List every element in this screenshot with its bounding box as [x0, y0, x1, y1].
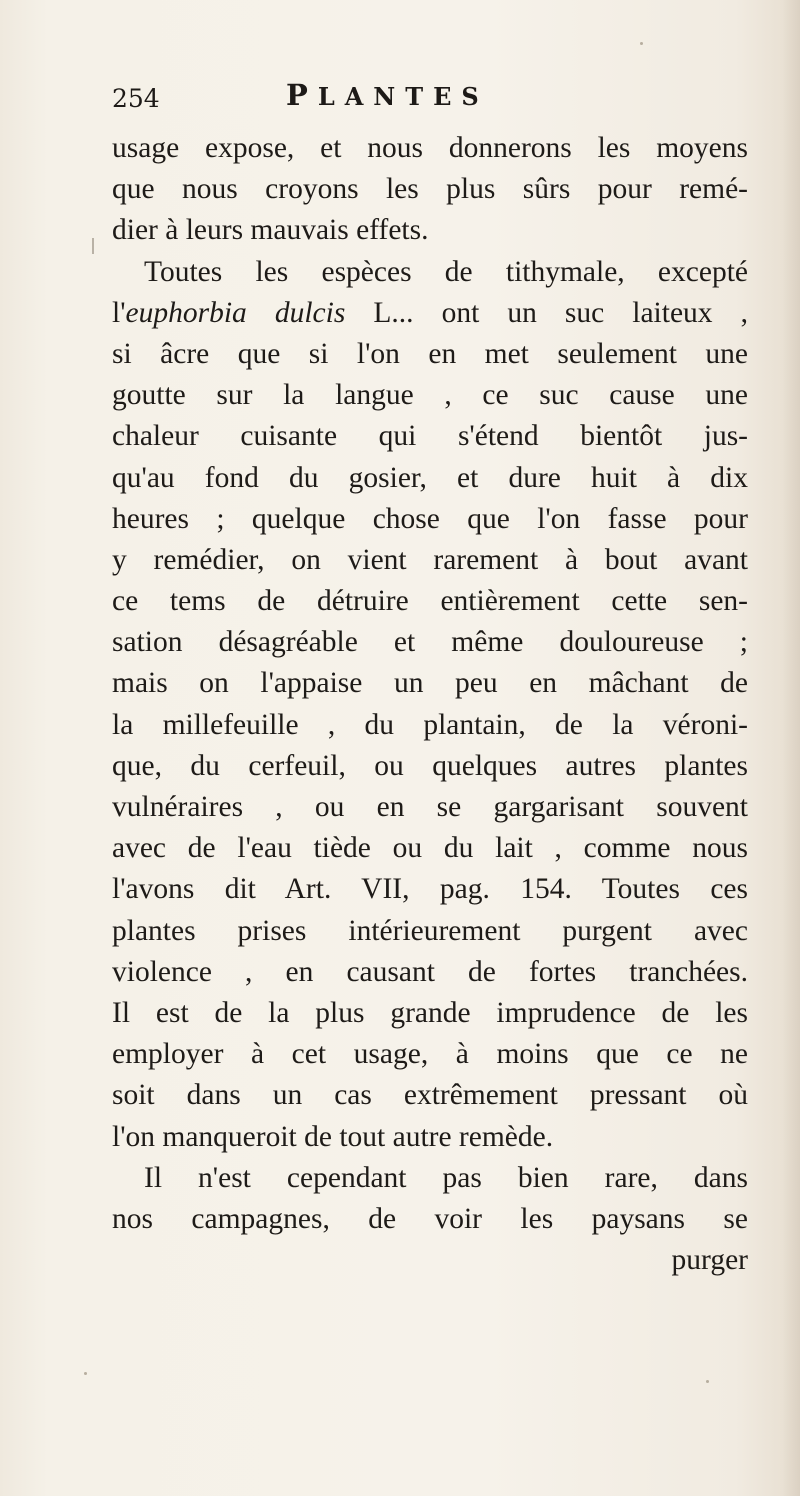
text-line: soit dans un cas extrêmement pressant où	[112, 1079, 748, 1112]
text-line: goutte sur la langue , ce suc cause une	[112, 379, 748, 412]
text-line: avec de l'eau tiède ou du lait , comme nous	[112, 832, 748, 865]
text-line: heures ; quelque chose que l'on fasse pour	[112, 502, 748, 535]
page-edge-shadow	[782, 0, 800, 1496]
text-line: qu'au fond du gosier, et dure huit à dix	[112, 461, 748, 494]
catchword: purger	[671, 1244, 748, 1277]
paragraph-start-line: Toutes les espèces de tithymale, excepté	[144, 255, 748, 288]
text-line: violence , en causant de fortes tranchées.	[112, 955, 748, 988]
text-fragment: L... ont un suc laiteux ,	[345, 296, 748, 329]
text-line: nos campagnes, de voir les paysans se	[112, 1202, 748, 1235]
text-line: l'on manqueroit de tout autre remède.	[112, 1120, 554, 1153]
latin-species-name: euphorbia dulcis	[125, 296, 346, 329]
text-line: chaleur cuisante qui s'étend bientôt jus-	[112, 420, 748, 453]
text-line: que nous croyons les plus sûrs pour remé-	[112, 173, 748, 206]
text-line: plantes prises intérieurement purgent avec	[112, 914, 748, 947]
paragraph-start-line: Il n'est cependant pas bien rare, dans	[144, 1161, 748, 1194]
page-number: 254	[112, 84, 160, 113]
paper-speck	[640, 42, 643, 45]
text-line: sation désagréable et même douloureuse ;	[112, 626, 748, 659]
text-line: que, du cerfeuil, ou quelques autres plantes	[112, 749, 748, 782]
text-line: la millefeuille , du plantain, de la véroni-	[112, 708, 748, 741]
text-line: si âcre que si l'on en met seulement une	[112, 337, 748, 370]
margin-mark	[92, 238, 94, 254]
body-text	[112, 128, 748, 1281]
text-line: employer à cet usage, à moins que ce ne	[112, 1038, 748, 1071]
text-line: usage expose, et nous donnerons les moyens	[112, 132, 748, 164]
text-line: vulnéraires , ou en se gargarisant souvent	[112, 791, 748, 823]
text-fragment: l'	[112, 296, 126, 329]
text-line: l'avons dit Art. VII, pag. 154. Toutes ces	[112, 873, 748, 906]
text-line: mais on l'appaise un peu en mâchant de	[112, 667, 748, 700]
text-line: dier à leurs mauvais effets.	[112, 214, 429, 247]
text-line: Il est de la plus grande imprudence de les	[112, 996, 748, 1029]
running-title	[286, 78, 489, 112]
text-line	[112, 293, 748, 334]
text-line: ce tems de détruire entièrement cette sen-	[112, 585, 748, 618]
paper-speck	[706, 1380, 709, 1383]
page-header	[112, 78, 712, 118]
text-line: y remédier, on vient rarement à bout avant	[112, 543, 748, 576]
running-title-initial: P	[286, 78, 318, 112]
running-title-rest: LANTES	[317, 82, 489, 111]
paper-speck	[84, 1372, 87, 1375]
